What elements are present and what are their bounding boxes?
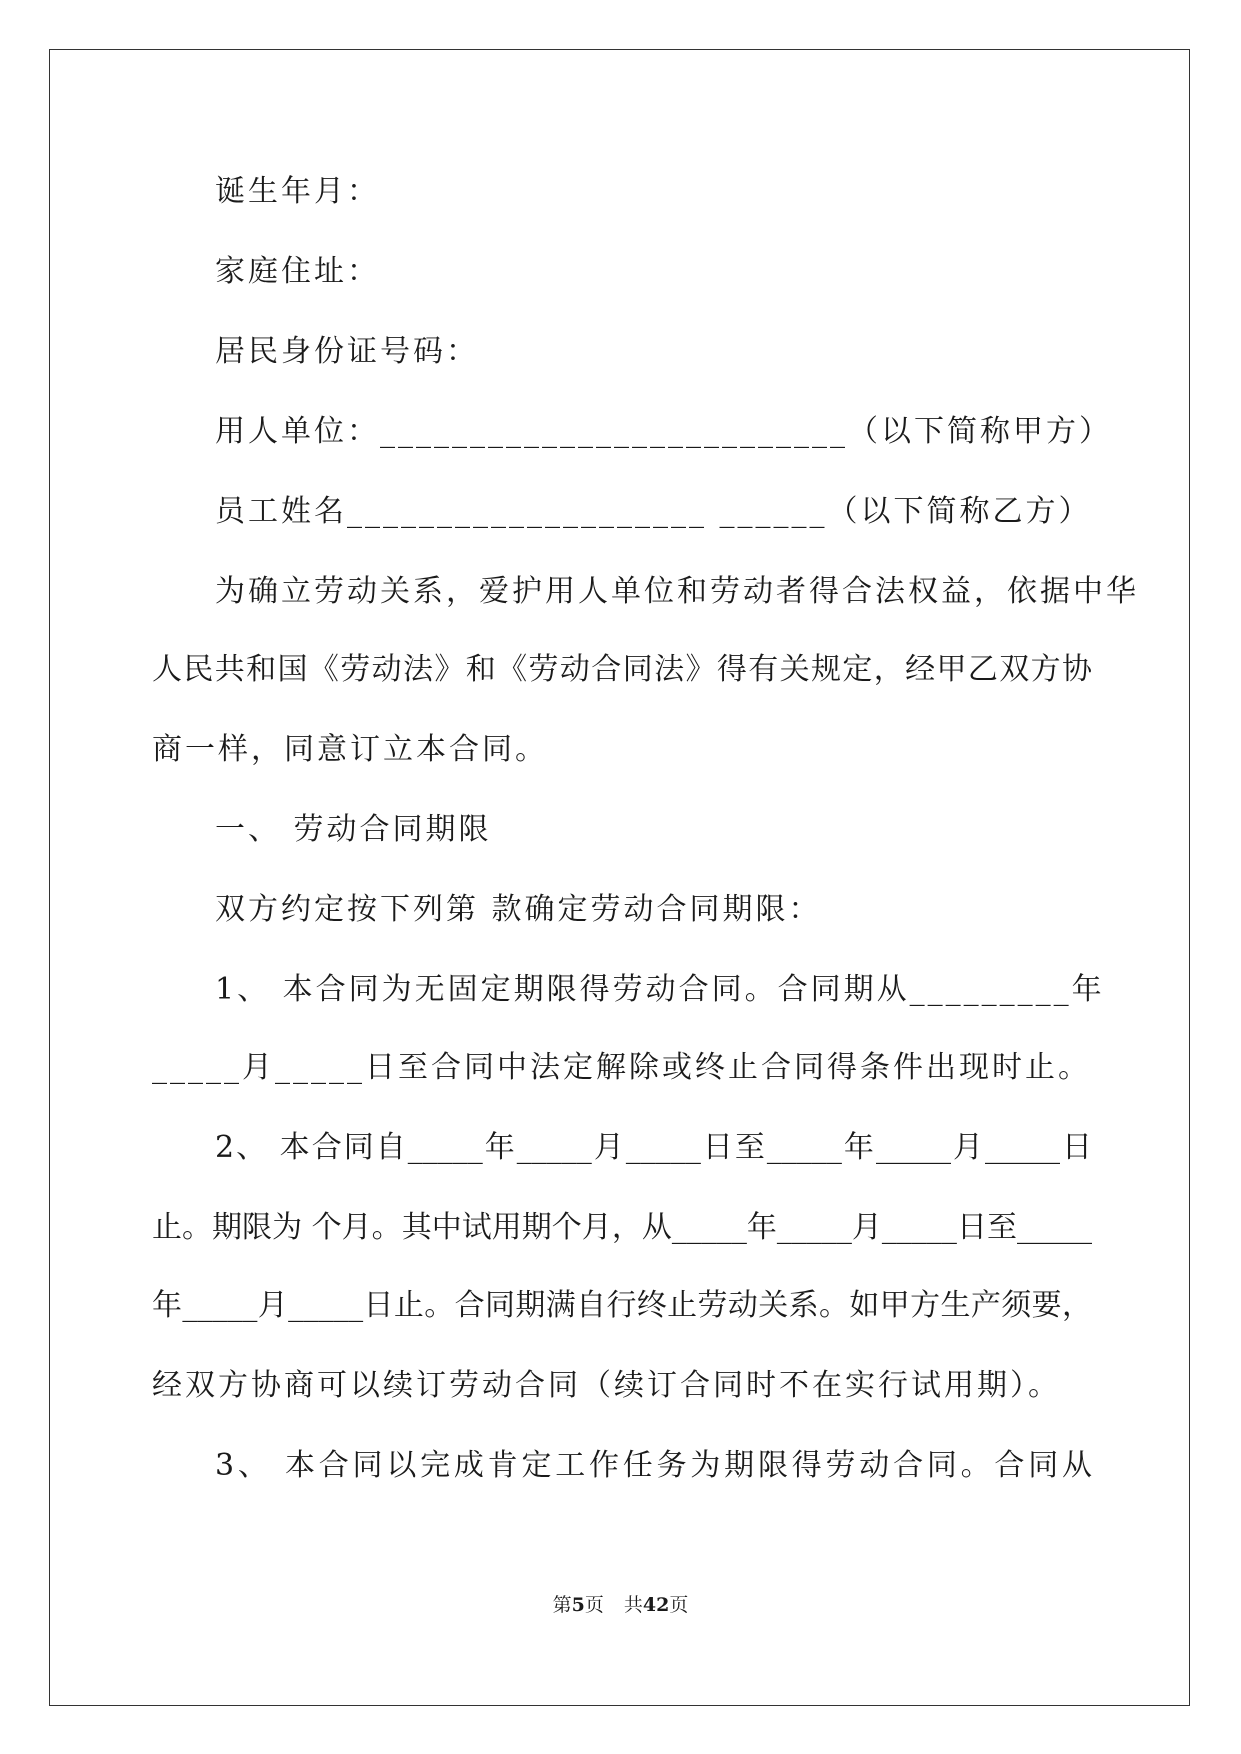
section-heading-contract-term: 一、 劳动合同期限 [215, 812, 492, 847]
field-employee-name: 员工姓名____________________ ______（以下简称乙方） [215, 494, 1092, 529]
item-2-line-4: 经双方协商可以续订劳动合同（续订合同时不在实行试用期）。 [152, 1368, 1061, 1403]
term-choice-line: 双方约定按下列第 款确定劳动合同期限： [215, 892, 822, 927]
page-number: 5 [571, 1594, 585, 1616]
total-suffix: 页 [669, 1594, 689, 1616]
page-total: 42 [642, 1594, 670, 1616]
page-footer [0, 1593, 1241, 1617]
page-suffix: 页 [584, 1594, 604, 1616]
page-prefix: 第 [552, 1594, 572, 1616]
field-id-number: 居民身份证号码： [215, 334, 479, 369]
field-home-address: 家庭住址： [215, 254, 380, 289]
item-1-line-1: 1、 本合同为无固定期限得劳动合同。合同期从_________年 [215, 972, 1105, 1007]
intro-line-1: 为确立劳动关系，爱护用人单位和劳动者得合法权益，依据中华 [215, 574, 1139, 609]
item-3-line-1: 3、 本合同以完成肯定工作任务为期限得劳动合同。合同从 [215, 1448, 1092, 1483]
intro-line-3: 商一样，同意订立本合同。 [152, 732, 548, 767]
intro-line-2: 人民共和国《劳动法》和《劳动合同法》得有关规定，经甲乙双方协 [152, 652, 1092, 687]
field-employer: 用人单位：__________________________（以下简称甲方） [215, 414, 1112, 449]
item-1-line-2: _____月_____日至合同中法定解除或终止合同得条件出现时止。 [152, 1050, 1091, 1085]
item-2-line-3: 年_____月_____日止。合同期满自行终止劳动关系。如甲方生产须要， [152, 1288, 1092, 1323]
item-2-line-1: 2、 本合同自_____年_____月_____日至_____年_____月_____日 [215, 1130, 1092, 1165]
field-birth-date: 诞生年月： [215, 174, 380, 209]
total-prefix: 共 [623, 1594, 643, 1616]
item-2-line-2: 止。期限为 个月。其中试用期个月，从_____年_____月_____日至_____ [152, 1210, 1092, 1245]
